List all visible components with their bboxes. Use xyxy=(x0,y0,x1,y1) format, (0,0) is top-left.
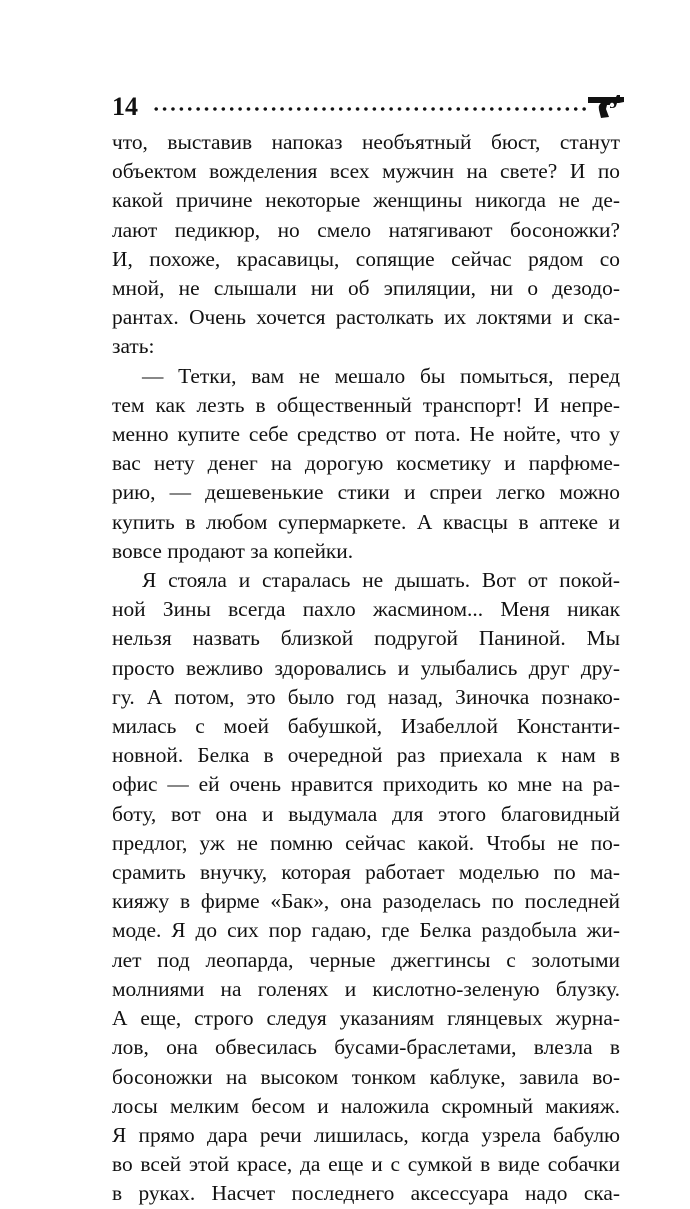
text-line: вас нету денег на дорогую косметику и парфюме- xyxy=(112,451,620,476)
text-line: нельзя назвать близкой подругой Паниной. Мы xyxy=(112,626,620,651)
text-line: лают педикюр, но смело натягивают босоножки? xyxy=(112,217,620,242)
text-line: молниями на голенях и кислотно-зеленую блузку. xyxy=(112,976,620,1001)
text-line: рию, — дешевенькие стики и спреи легко можно xyxy=(112,480,620,505)
text-line: новной. Белка в очередной раз приехала к нам в xyxy=(112,743,620,768)
text-line: какой причине некоторые женщины никогда не де- xyxy=(112,188,620,213)
text-line: ной Зины всегда пахло жасмином... Меня никак xyxy=(112,597,620,622)
text-line: менно купите себе средство от пота. Не нойте, что у xyxy=(112,422,620,447)
text-line: офис — ей очень нравится приходить ко мне на ра- xyxy=(112,772,620,797)
page-number: 14 xyxy=(112,92,138,121)
text-line: вовсе продают за копейки. xyxy=(112,538,354,563)
text-line: срамить внучку, которая работает моделью по ма- xyxy=(112,860,620,885)
dotted-rule xyxy=(152,107,588,111)
text-line: Я прямо дара речи лишилась, когда узрела бабулю xyxy=(112,1122,620,1147)
text-line: мной, не слышали ни об эпиляции, ни о дезодо- xyxy=(112,276,620,301)
text-line: предлог, уж не помню сейчас какой. Чтобы не по- xyxy=(112,830,620,855)
text-line: зать: xyxy=(112,334,155,359)
text-line: гу. А потом, это было год назад, Зиночка познако- xyxy=(112,684,620,709)
text-line: лов, она обвесилась бусами-браслетами, влезла в xyxy=(112,1035,620,1060)
text-line: во всей этой красе, да еще и с сумкой в виде собачки xyxy=(112,1152,620,1177)
text-line: в руках. Насчет последнего аксессуара надо ска- xyxy=(112,1181,620,1206)
text-line: моде. Я до сих пор гадаю, где Белка раздобыла жи- xyxy=(112,918,620,943)
text-line: лет под леопарда, черные джеггинсы с золотыми xyxy=(112,947,620,972)
text-line: боту, вот она и выдумала для этого благовидный xyxy=(112,801,620,826)
text-line: А еще, строго следуя указаниям глянцевых журна- xyxy=(112,1006,620,1031)
running-header xyxy=(112,92,622,122)
text-line: рантах. Очень хочется растолкать их локтями и ска- xyxy=(112,305,620,330)
text-line: тем как лезть в общественный транспорт! И непре- xyxy=(112,392,620,417)
revolver-icon xyxy=(586,93,626,119)
text-line: И, похоже, красавицы, сопящие сейчас рядом со xyxy=(112,246,620,271)
text-line: объектом вожделения всех мужчин на свете? И по xyxy=(112,159,620,184)
text-line: Я стояла и старалась не дышать. Вот от покой- xyxy=(142,568,620,593)
text-line: милась с моей бабушкой, Изабеллой Константи- xyxy=(112,714,620,739)
text-line: — Тетки, вам не мешало бы помыться, перед xyxy=(142,363,620,388)
text-line: лосы мелким бесом и наложила скромный макияж. xyxy=(112,1093,620,1118)
text-line: босоножки на высоком тонком каблуке, завила во- xyxy=(112,1064,620,1089)
text-line: просто вежливо здоровались и улыбались друг дру- xyxy=(112,655,620,680)
body-text xyxy=(112,128,620,1209)
text-line: кияжу в фирме «Бак», она разоделась по последней xyxy=(112,889,620,914)
text-line: купить в любом супермаркете. А квасцы в аптеке и xyxy=(112,509,620,534)
text-line: что, выставив напоказ необъятный бюст, станут xyxy=(112,130,620,154)
